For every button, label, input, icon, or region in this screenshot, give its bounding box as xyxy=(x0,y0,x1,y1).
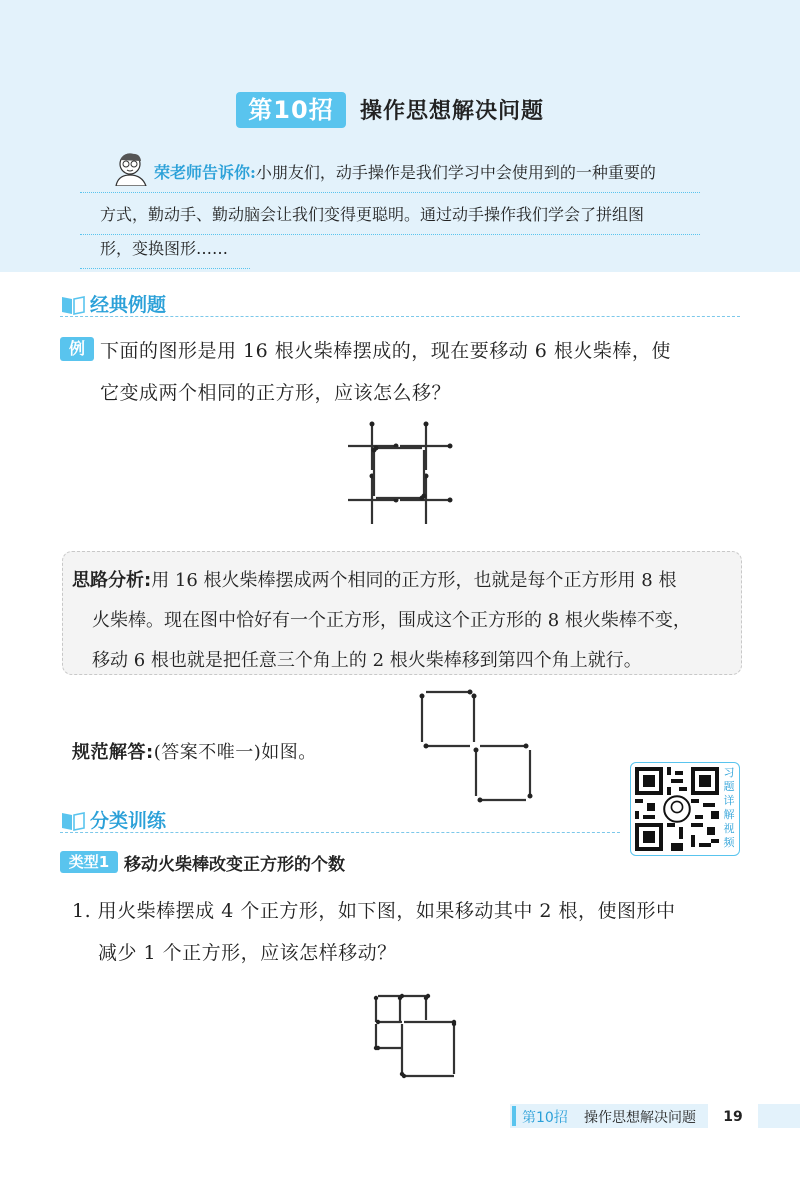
chapter-badge: 第10招 xyxy=(236,92,346,128)
analysis-line-1 xyxy=(72,566,676,592)
analysis-text-1: 用 16 根火柴棒摆成两个相同的正方形，也就是每个正方形用 8 根 xyxy=(151,570,677,591)
example-matchstick-figure xyxy=(340,420,460,530)
training-divider xyxy=(60,832,620,833)
analysis-line-2: 火柴棒。现在图中恰好有一个正方形，围成这个正方形的 8 根火柴棒不变， xyxy=(92,610,691,631)
question-matchstick-figure xyxy=(372,990,462,1080)
type-title: 移动火柴棒改变正方形的个数 xyxy=(124,855,345,875)
answer-label: 规范解答: xyxy=(72,742,154,763)
training-heading-text: 分类训练 xyxy=(90,810,167,832)
type-badge: 类型1 xyxy=(60,851,118,873)
classic-heading xyxy=(60,290,166,317)
question-1-line-1: 1. 用火柴棒摆成 4 个正方形，如下图，如果移动其中 2 根，使图形中 xyxy=(72,900,676,922)
tip-line-3 xyxy=(80,230,250,269)
analysis-label: 思路分析: xyxy=(72,570,152,591)
answer-matchstick-figure xyxy=(416,686,546,806)
tip-text-1: 小朋友们，动手操作是我们学习中会使用到的一种重要的 xyxy=(255,163,656,182)
chapter-title: 操作思想解决问题 xyxy=(360,99,545,124)
footer-title: 操作思想解决问题 xyxy=(584,1110,696,1126)
tip-text-3: 形，变换图形…… xyxy=(100,239,229,258)
tip-label: 荣老师告诉你: xyxy=(154,163,256,182)
footer-chapter: 第10招 xyxy=(522,1110,568,1126)
qr-code-icon[interactable] xyxy=(635,767,719,851)
analysis-line-3: 移动 6 根也就是把任意三个角上的 2 根火柴棒移到第四个角上就行。 xyxy=(92,650,642,671)
example-badge: 例 xyxy=(60,337,94,361)
example-line-2: 它变成两个相同的正方形，应该怎么移？ xyxy=(100,382,452,404)
tip-text-2: 方式，勤动手、勤动脑会让我们变得更聪明。通过动手操作我们学会了拼组图 xyxy=(100,205,645,224)
classic-divider xyxy=(60,316,740,317)
book-icon xyxy=(60,810,86,832)
answer-text: (答案不唯一)如图。 xyxy=(153,742,317,763)
page-number: 19 xyxy=(708,1104,758,1128)
answer-line xyxy=(72,738,317,764)
footer-accent-bar xyxy=(512,1106,516,1126)
qr-side-label: 习题详解视频 xyxy=(723,766,735,849)
book-icon xyxy=(60,294,86,316)
question-1-line-2: 减少 1 个正方形，应该怎样移动？ xyxy=(98,942,397,964)
classic-heading-text: 经典例题 xyxy=(90,294,167,316)
tip-line-1 xyxy=(80,154,700,193)
training-heading xyxy=(60,806,166,833)
example-line-1: 下面的图形是用 16 根火柴棒摆成的，现在要移动 6 根火柴棒，使 xyxy=(100,340,671,362)
